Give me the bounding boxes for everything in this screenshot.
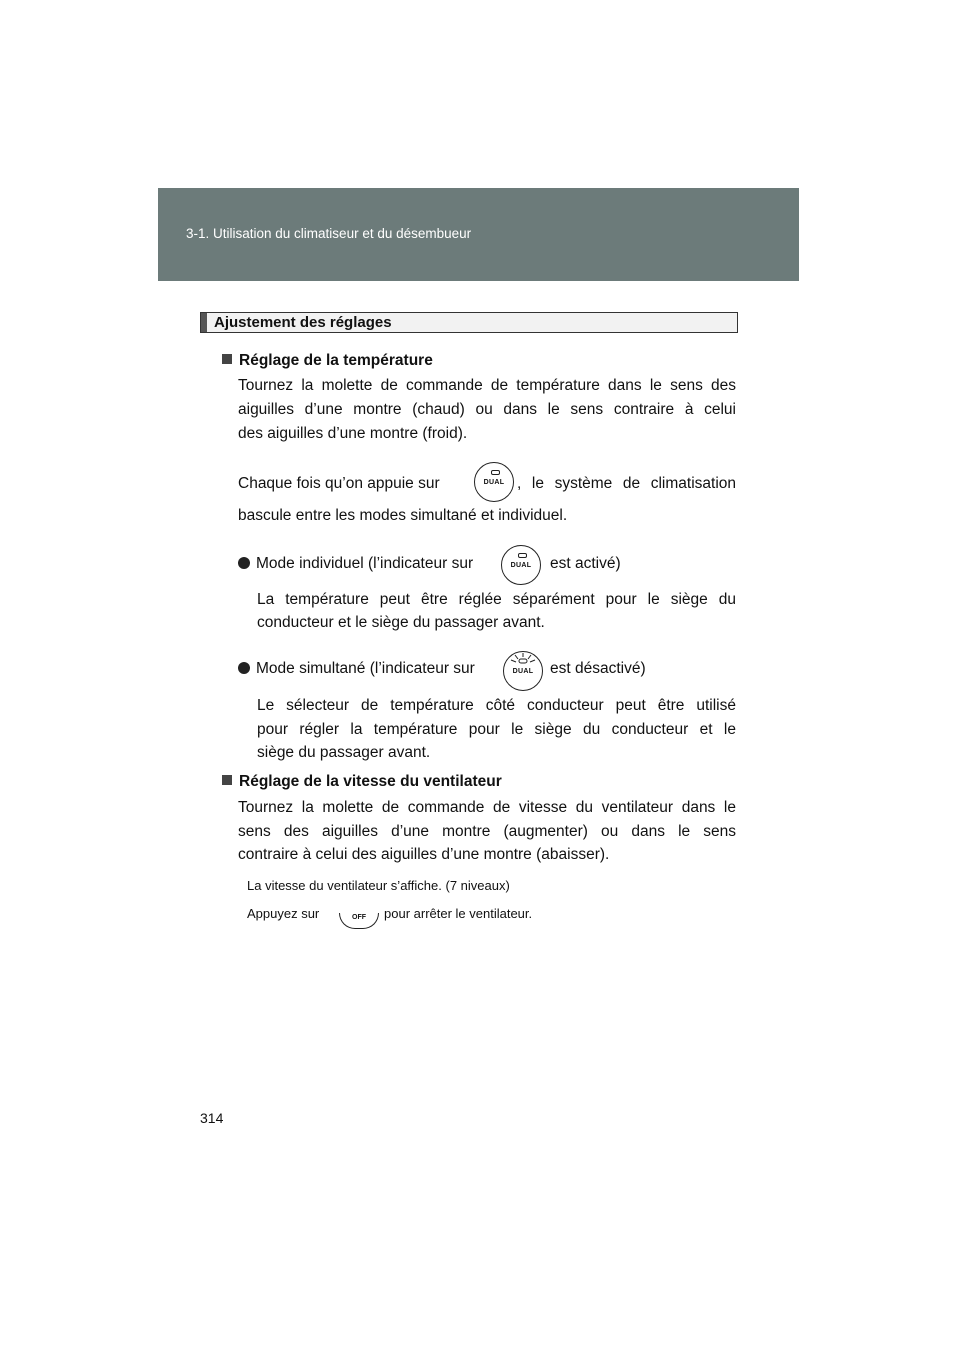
fan-para-line3: contraire à celui des aiguilles d’une montre (abaisser). [238,846,610,863]
individual-line1: La température peut être réglée séparément pour le siège du [257,591,736,608]
temperature-heading [222,352,433,370]
header-band [158,188,799,281]
individual-mode-line [238,555,473,573]
dual-button-icon [474,462,514,502]
section-title-box [200,312,738,333]
off-button-icon [339,913,379,929]
dual-indicator-blink-icon [503,651,543,691]
fan-heading-text: Réglage de la vitesse du ventilateur [239,773,502,790]
individual-line2: conducteur et le siège du passager avant. [257,614,545,631]
simultaneous-after: est désactivé) [550,660,646,677]
dual-indicator [491,470,500,475]
fan-para-line2: sens des aiguilles d’une montre (augmenter) ou dans le sens [238,823,736,840]
dual-text-before: Chaque fois qu’on appuie sur [238,475,440,492]
temperature-para-line2: aiguilles d’une montre (chaud) ou dans le sens contraire à celui [238,401,736,418]
round-bullet-icon [238,662,250,674]
simultaneous-before: Mode simultané (l’indicateur sur [256,660,475,677]
page-number: 314 [200,1110,224,1126]
dual-text-after: , le système de climatisation [517,475,736,492]
square-bullet-icon [222,775,232,785]
individual-before: Mode individuel (l’indicateur sur [256,555,474,572]
simultaneous-mode-line [238,660,475,678]
fan-para-line1: Tournez la molette de commande de vitesse du ventilateur dans le [238,799,736,816]
dual-text-line2: bascule entre les modes simultané et individuel. [238,507,568,524]
fan-note2-after: pour arrêter le ventilateur. [384,906,533,921]
square-bullet-icon [222,354,232,364]
round-bullet-icon [238,557,250,569]
temperature-para-line3: des aiguilles d’une montre (froid). [238,425,468,442]
temperature-heading-text: Réglage de la température [239,352,433,369]
section-title-bar [201,313,207,332]
dual-label: DUAL [483,479,505,486]
dual-label: DUAL [510,562,532,569]
section-title: Ajustement des réglages [214,314,392,331]
header-section-title: 3-1. Utilisation du climatiseur et du désembueur [186,226,472,241]
simultaneous-line1: Le sélecteur de température côté conducteur peut être utilisé [257,697,736,714]
dual-indicator-on [518,553,527,558]
off-label: OFF [352,914,366,921]
individual-after: est activé) [550,555,621,572]
fan-heading [222,773,502,791]
fan-note1: La vitesse du ventilateur s’affiche. (7 niveaux) [247,878,510,893]
fan-note2-before: Appuyez sur [247,906,320,921]
dual-label: DUAL [512,668,534,675]
simultaneous-line2: pour régler la température pour le siège du conducteur et le [257,721,736,738]
dual-indicator-on-icon [501,545,541,585]
simultaneous-line3: siège du passager avant. [257,744,431,761]
temperature-para-line1: Tournez la molette de commande de température dans le sens des [238,377,736,394]
